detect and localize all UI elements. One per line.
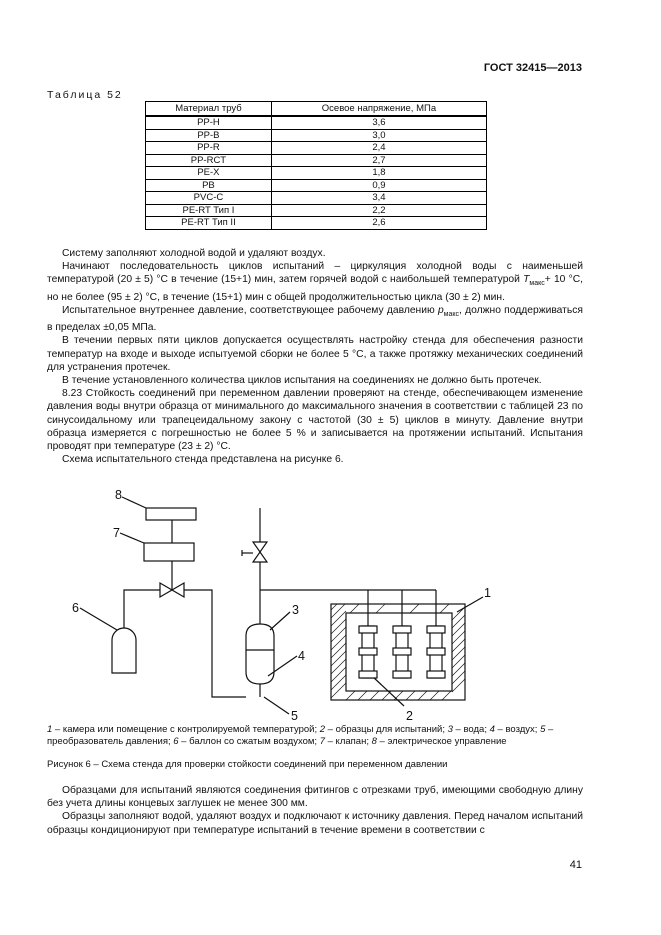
paragraph: 8.23 Стойкость соединений при переменном давлении проверяют на стенде, обеспечивающем изменение давления воды внутри образца от минимального до максимального значения в соответствии с таблицей 23 по синусоидальному или трапецеидальному закону с частотой (30 ± 5) циклов в минуту. Давление внутри образца измеряется с погрешностью не более 5 % и записывается на протяжении испытаний. Испытания проводят при температуре (23 ± 2) °C. [47,388,583,452]
cell-material: PP-R [146,142,272,155]
label-8: 8 [115,488,122,502]
air-cylinder [112,628,136,673]
figure-legend: 1 – камера или помещение с контролируемой температурой; 2 – образцы для испытаний; 3 – вода; 4 – воздух; 5 – преобразователь давления; 6 – баллон со сжатым воздухом; 7 – клапан; 8 – электрическое управление [47,724,554,747]
cell-material: PP-RCT [146,154,272,167]
paragraph: В течении первых пяти циклов допускается осуществлять настройку стенда для обеспечения разности температур на входе и выходе испытуемой сборки не более 5 °C, а также протяжку механических соединений для устранения протечек. [47,335,583,373]
cell-stress: 3,0 [271,129,486,142]
label-3: 3 [292,603,299,617]
cell-material: PP-H [146,116,272,129]
cell-material: PP-B [146,129,272,142]
label-1: 1 [484,586,491,600]
standard-header: ГОСТ 32415—2013 [483,62,582,74]
cell-stress: 2,7 [271,154,486,167]
label-7: 7 [113,526,120,540]
label-6: 6 [72,601,79,615]
electrical-control-box [146,508,196,520]
cell-stress: 2,6 [271,217,486,230]
table-caption: Таблица 52 [47,89,123,101]
cell-stress: 2,4 [271,142,486,155]
label-2: 2 [406,709,413,723]
paragraph: В течение установленного количества циклов испытания на соединениях не должно быть протечек. [62,374,542,386]
cell-stress: 3,6 [271,116,486,129]
cell-material: PE-RT Тип II [146,217,272,230]
valve-actuator-box [144,543,194,561]
paragraph: Образцы заполняют водой, удаляют воздух и подключают к источнику давления. Перед началом испытаний образцы кондиционируют при температуре испытаний в течение времени в соответствии с [47,811,583,836]
cell-stress: 1,8 [271,167,486,180]
column-header-material: Материал труб [146,102,272,117]
paragraph: Систему заполняют холодной водой и удаляют воздух. [62,248,326,259]
figure-caption: Рисунок 6 – Схема стенда для проверки стойкости соединений при переменном давлении [47,759,448,770]
label-4: 4 [298,649,305,663]
cell-material: PE-X [146,167,272,180]
cell-material: PVC-C [146,192,272,205]
paragraph: Схема испытательного стенда представлена на рисунке 6. [62,454,344,466]
page-number: 41 [569,859,582,871]
cell-material: PB [146,179,272,192]
test-samples [359,590,445,678]
label-5: 5 [291,709,298,723]
body-text-2 [47,784,583,837]
cell-material: PE-RT Тип I [146,204,272,217]
paragraph: Испытательное внутреннее давление, соответствующее рабочему давлению $p_{макс}$, должно поддерживаться в пределах ±0,05 МПа. [47,304,583,334]
cell-stress: 2,2 [271,204,486,217]
cell-stress: 3,4 [271,192,486,205]
paragraph: Начинают последовательность циклов испытаний – циркуляция холодной воды с наименьшей температурой (20 ± 5) °C в течение (15+1) мин, затем горячей водой с наибольшей температурой $T_{макс}+ 10$ °C, но не более (95 ± 2) °C, в течение (15+1) мин с общей продолжительностью цикла (30 ± 2) мин. [47,261,583,303]
paragraph: Образцами для испытаний являются соединения фитингов с отрезками труб, имеющими свободную длину без учета длины концевых заглушек не менее 300 мм. [47,785,583,810]
cell-stress: 0,9 [271,179,486,192]
column-header-stress: Осевое напряжение, МПа [271,102,486,117]
